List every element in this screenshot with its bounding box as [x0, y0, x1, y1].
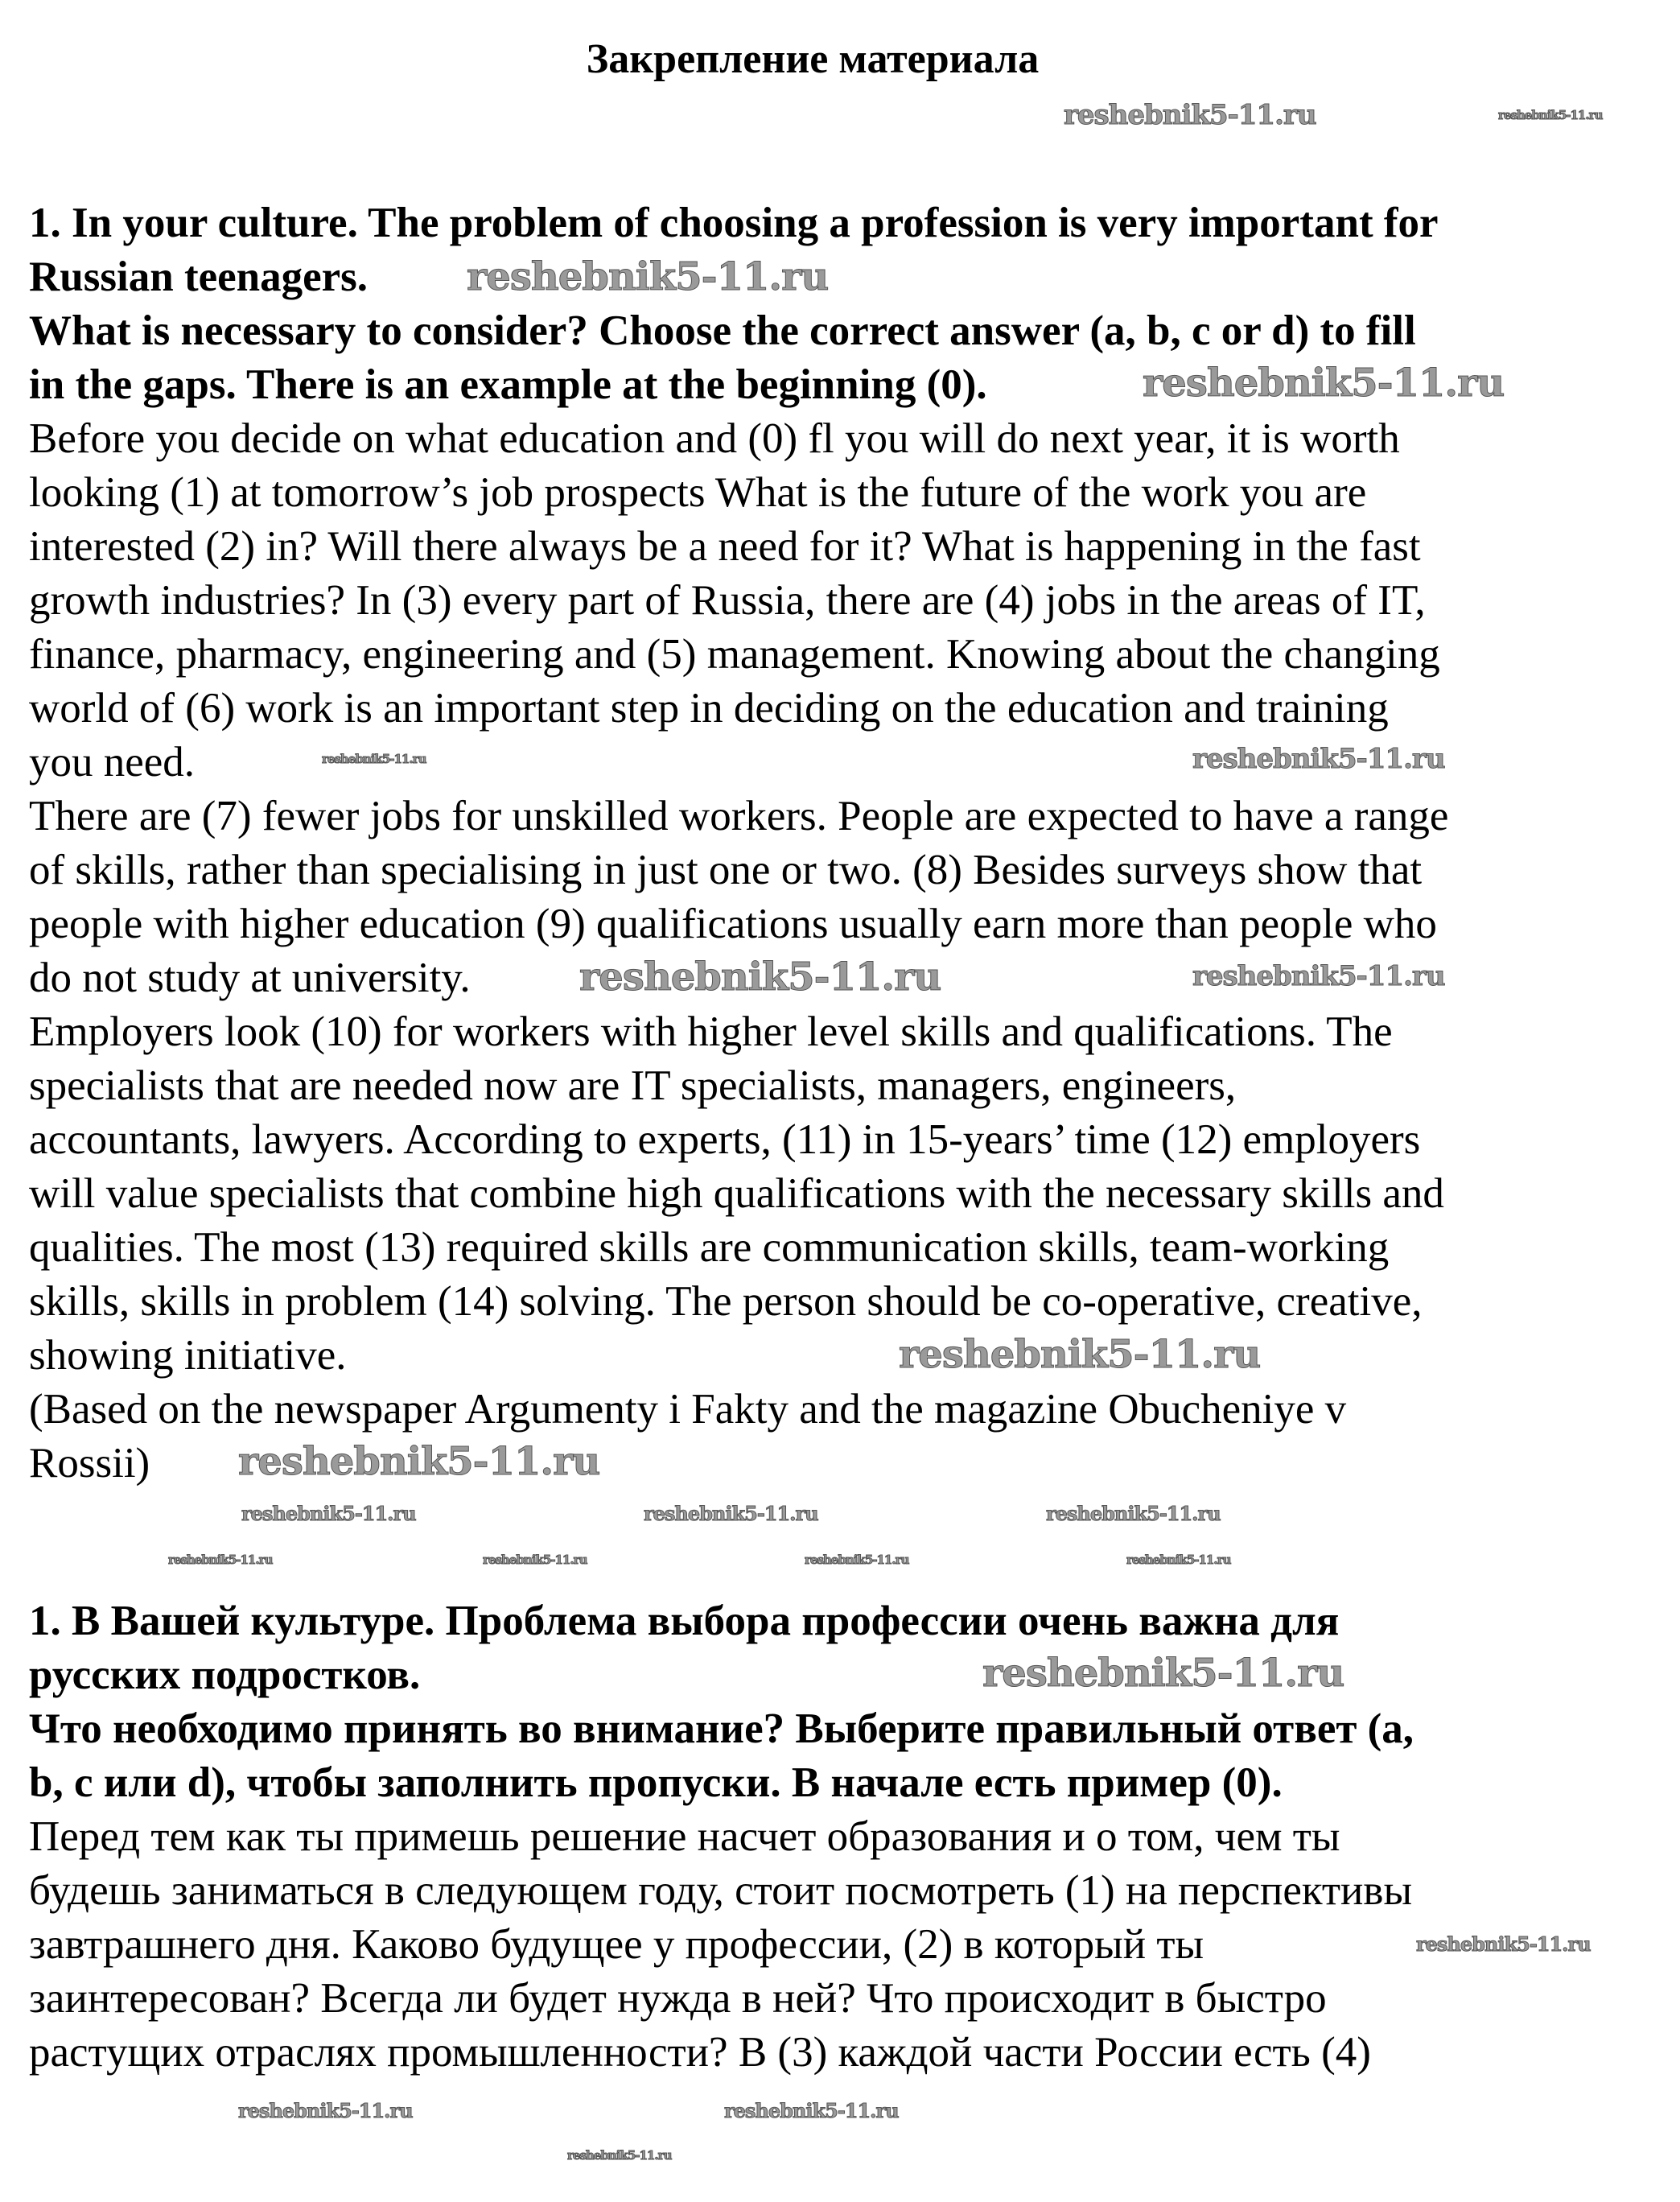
watermark: reshebnik5-11.ru	[1046, 1502, 1221, 1525]
text-line: will value specialists that combine high qualifications with the necessary skills and	[29, 1170, 1444, 1217]
text-line: finance, pharmacy, engineering and (5) management. Knowing about the changing	[29, 631, 1440, 678]
watermark: reshebnik5-11.ru	[567, 2148, 672, 2163]
text-line: заинтересован? Всегда ли будет нужда в ней? Что происходит в быстро	[29, 1975, 1327, 2022]
watermark: reshebnik5-11.ru	[238, 2099, 413, 2122]
watermark: reshebnik5-11.ru	[724, 2099, 899, 2122]
text-line: будешь заниматься в следующем году, стоит посмотреть (1) на перспективы	[29, 1867, 1413, 1914]
watermark: reshebnik5-11.ru	[483, 1553, 587, 1567]
text-line: people with higher education (9) qualifications usually earn more than people who	[29, 901, 1437, 947]
watermark: reshebnik5-11.ru	[1416, 1932, 1591, 1956]
text-line: you need.	[29, 739, 196, 786]
text-line: qualities. The most (13) required skills are communication skills, team-working	[29, 1224, 1390, 1271]
exercise-instruction-line: What is necessary to consider? Choose the correct answer (a, b, c or d) to fill	[29, 307, 1416, 354]
exercise-instruction-line: Что необходимо принять во внимание? Выберите правильный ответ (a,	[29, 1705, 1414, 1752]
text-line: interested (2) in? Will there always be a need for it? What is happening in the fast	[29, 523, 1421, 570]
text-line: There are (7) fewer jobs for unskilled workers. People are expected to have a range	[29, 793, 1449, 839]
watermark: reshebnik5-11.ru	[982, 1651, 1344, 1696]
text-line: looking (1) at tomorrow’s job prospects What is the future of the work you are	[29, 469, 1367, 516]
watermark: reshebnik5-11.ru	[899, 1332, 1261, 1377]
text-line: growth industries? In (3) every part of Russia, there are (4) jobs in the areas of IT,	[29, 577, 1426, 624]
watermark: reshebnik5-11.ru	[1192, 743, 1445, 775]
watermark: reshebnik5-11.ru	[241, 1502, 416, 1525]
text-line: of skills, rather than specialising in just one or two. (8) Besides surveys show that	[29, 847, 1423, 893]
watermark: reshebnik5-11.ru	[805, 1553, 909, 1567]
watermark: reshebnik5-11.ru	[1143, 361, 1505, 406]
exercise-instruction-line: b, c или d), чтобы заполнить пропуски. В начале есть пример (0).	[29, 1759, 1283, 1806]
exercise-instruction-line: in the gaps. There is an example at the beginning (0).	[29, 361, 987, 408]
text-line: world of (6) work is an important step in deciding on the education and training	[29, 685, 1389, 732]
text-line: Employers look (10) for workers with higher level skills and qualifications. The	[29, 1008, 1393, 1055]
watermark: reshebnik5-11.ru	[644, 1502, 818, 1525]
exercise-heading-line: русских подростков.	[29, 1652, 421, 1698]
text-line: растущих отраслях промышленности? В (3) каждой части России есть (4)	[29, 2029, 1371, 2076]
watermark: reshebnik5-11.ru	[322, 752, 426, 766]
watermark: reshebnik5-11.ru	[1498, 108, 1603, 122]
watermark: reshebnik5-11.ru	[168, 1553, 273, 1567]
text-line: завтрашнего дня. Каково будущее у профессии, (2) в который ты	[29, 1921, 1204, 1968]
exercise-heading-line: Russian teenagers.	[29, 254, 369, 300]
source-line: Rossii)	[29, 1440, 150, 1487]
watermark: reshebnik5-11.ru	[238, 1439, 600, 1484]
watermark: reshebnik5-11.ru	[1126, 1553, 1231, 1567]
page-title: Закрепление материала	[586, 36, 1040, 82]
text-line: Перед тем как ты примешь решение насчет образования и о том, чем ты	[29, 1813, 1340, 1860]
exercise-heading-line: 1. In your culture. The problem of choosing a profession is very important for	[29, 200, 1439, 246]
exercise-heading-line: 1. В Вашей культуре. Проблема выбора профессии очень важна для	[29, 1598, 1340, 1644]
text-line: skills, skills in problem (14) solving. The person should be co-operative, creative,	[29, 1278, 1423, 1325]
watermark: reshebnik5-11.ru	[467, 254, 829, 299]
text-line: specialists that are needed now are IT specialists, managers, engineers,	[29, 1062, 1237, 1109]
source-line: (Based on the newspaper Argumenty i Fakty and the magazine Obucheniye v	[29, 1386, 1347, 1433]
text-line: showing initiative.	[29, 1332, 347, 1379]
watermark: reshebnik5-11.ru	[579, 955, 941, 1000]
text-line: accountants, lawyers. According to experts, (11) in 15-years’ time (12) employers	[29, 1116, 1421, 1163]
text-line: Before you decide on what education and (0) fl you will do next year, it is worth	[29, 415, 1400, 462]
text-line: do not study at university.	[29, 955, 471, 1001]
watermark: reshebnik5-11.ru	[1064, 99, 1316, 131]
watermark: reshebnik5-11.ru	[1192, 960, 1445, 992]
